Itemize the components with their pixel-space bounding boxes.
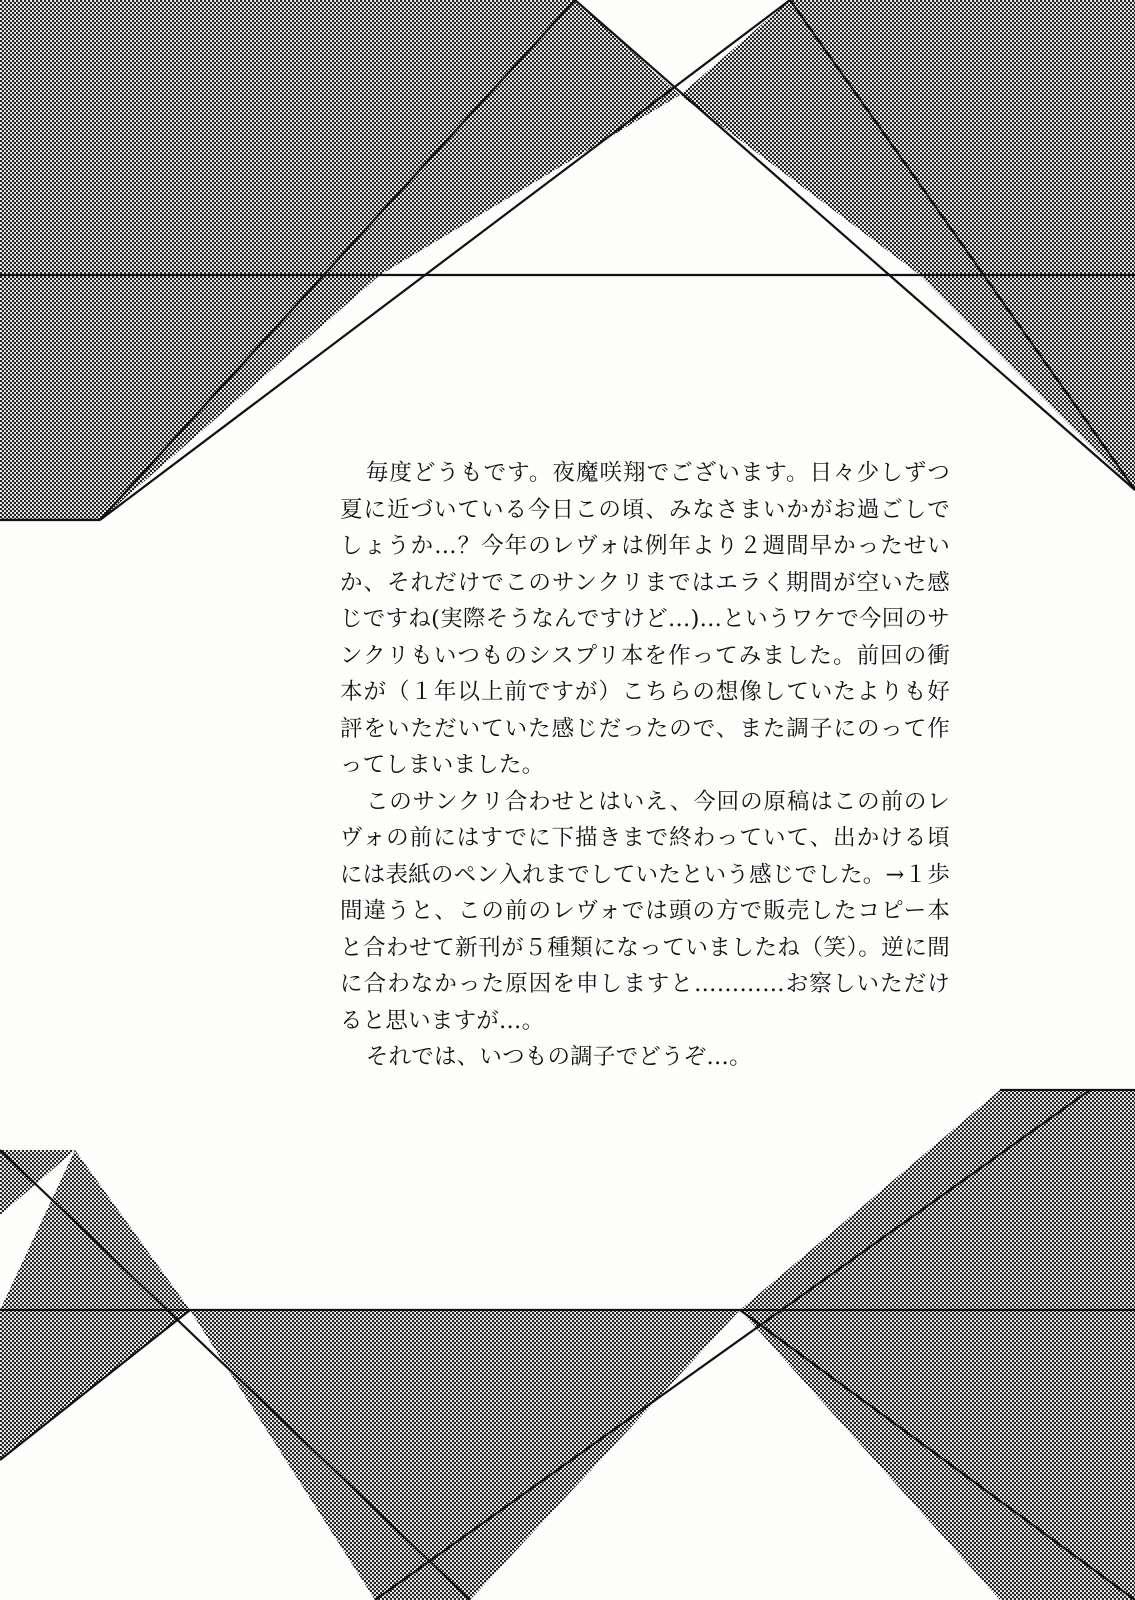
top-artwork-group	[0, 0, 1135, 520]
afterword-paragraph-1: 毎度どうもです。夜魔咲翔でございます。日々少しずつ夏に近づいている今日この頃、みなさまいかがお過ごしでしょうか…？今年のレヴォは例年より２週間早かったせいか、それだけでこのサンクリまではエラく期間が空いた感じですね(実際そうなんですけど…)…というワケで今回のサンクリもいつものシスプリ本を作ってみました。前回の衝本が（１年以上前ですが）こちらの想像していたよりも好評をいただいていた感じだったので、また調子にのって作ってしまいました。	[340, 460, 950, 778]
afterword-paragraph-2: このサンクリ合わせとはいえ、今回の原稿はこの前のレヴォの前にはすでに下描きまで終わっていて、出かける頃には表紙のペン入れまでしていたという感じでした。→１歩間違うと、この前のレヴォでは頭の方で販売したコピー本と合わせて新刊が５種類になっていましたね（笑）。逆に間に合わなかった原因を申しますと…………お察しいただけると思いますが…。	[340, 788, 950, 1034]
afterword-text	[340, 455, 950, 1076]
afterword-paragraph-3: それでは、いつもの調子でどうぞ…。	[365, 1044, 752, 1070]
bottom-artwork-group	[0, 1090, 1135, 1600]
